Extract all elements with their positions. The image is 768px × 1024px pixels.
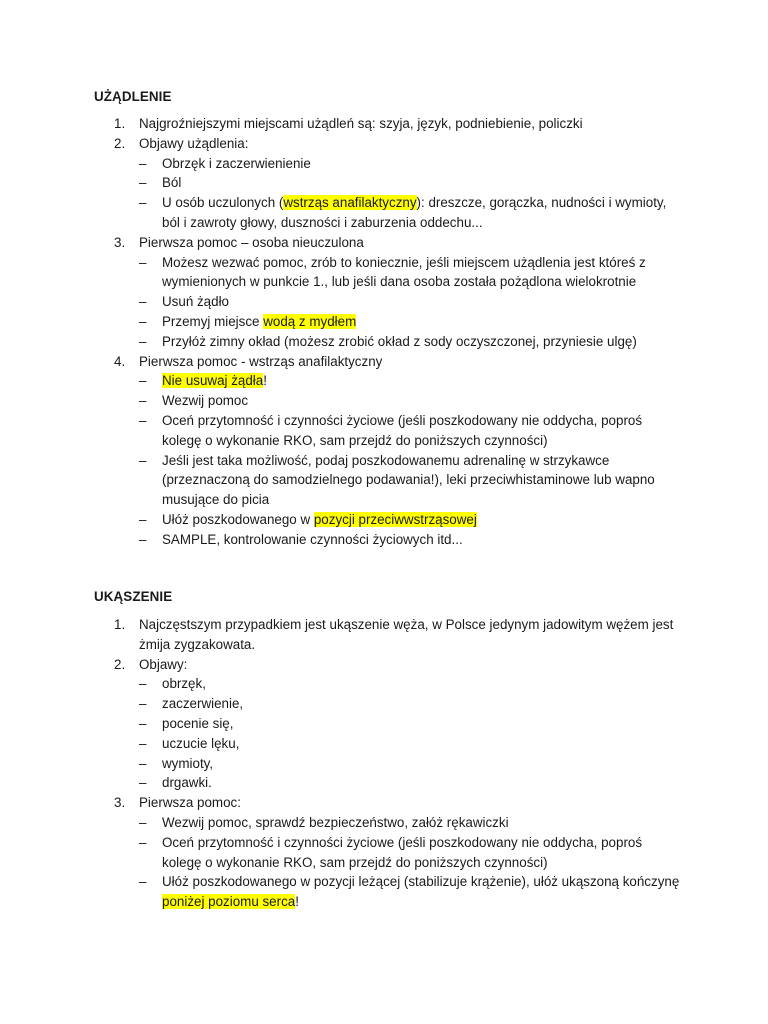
dash-bullet: –	[139, 755, 147, 771]
highlighted-text: wodą z mydłem	[263, 313, 357, 329]
numbered-item	[94, 134, 684, 233]
list-item	[139, 193, 684, 233]
item-number: 3.	[114, 795, 126, 811]
highlighted-text: Nie usuwaj żądła	[162, 373, 264, 389]
section-heading: UKĄSZENIE	[94, 589, 173, 604]
sub-item-text: !	[295, 894, 299, 910]
dash-bullet: –	[139, 735, 147, 751]
sub-item-text: pocenie się,	[162, 715, 234, 731]
item-text: Pierwsza pomoc – osoba nieuczulona	[139, 234, 364, 250]
sub-item-text: Wezwij pomoc	[162, 393, 249, 409]
sub-item-text: !	[263, 373, 267, 389]
item-number: 2.	[114, 656, 126, 672]
sub-item-text: Ułóż poszkodowanego w	[162, 511, 314, 527]
list-item	[139, 411, 684, 451]
list-item	[139, 714, 684, 734]
sub-list	[139, 154, 684, 233]
dash-bullet: –	[139, 511, 147, 527]
highlighted-text: poniżej poziomu serca	[162, 894, 296, 910]
sub-item-text: Ból	[162, 175, 182, 191]
item-text: Najgroźniejszymi miejscami użądleń są: szyja, język, podniebienie, policzki	[139, 116, 583, 131]
sub-item-text: wymioty,	[162, 755, 214, 771]
item-number: 4.	[114, 353, 126, 369]
dash-bullet: –	[139, 333, 147, 349]
dash-bullet: –	[139, 834, 147, 850]
item-number: 3.	[114, 234, 126, 250]
dash-bullet: –	[139, 294, 147, 310]
list-item	[139, 371, 684, 391]
sub-list	[139, 253, 684, 352]
sub-list	[139, 813, 684, 912]
sub-item-text: drgawki.	[162, 775, 212, 791]
sub-item-text: Przyłóż zimny okład (możesz zrobić okład z sody oczyszczonej, przyniesie ulgę)	[162, 333, 637, 349]
dash-bullet: –	[139, 254, 147, 270]
list-item	[139, 773, 684, 793]
sub-item-text: Ułóż poszkodowanego w pozycji leżącej (stabilizuje krążenie), ułóż ukąszoną kończynę	[162, 874, 680, 890]
numbered-item	[94, 655, 684, 794]
dash-bullet: –	[139, 874, 147, 890]
sub-item-text: zaczerwienie,	[162, 696, 244, 712]
item-text: Pierwsza pomoc - wstrząs anafilaktyczny	[139, 353, 383, 369]
list-item	[139, 813, 684, 833]
numbered-item	[94, 114, 684, 134]
list-item	[139, 173, 684, 193]
list-item	[139, 391, 684, 411]
highlighted-text: pozycji przeciwwstrząsowej	[313, 511, 477, 527]
sub-list	[139, 674, 684, 793]
dash-bullet: –	[139, 452, 147, 468]
dash-bullet: –	[139, 814, 147, 830]
section-bites	[94, 587, 684, 912]
numbered-item	[94, 233, 684, 352]
sub-item-text: U osób uczulonych (	[162, 195, 284, 211]
dash-bullet: –	[139, 393, 147, 409]
numbered-item	[94, 352, 684, 550]
list-item	[139, 754, 684, 774]
sub-item-text: SAMPLE, kontrolowanie czynności życiowych itd...	[162, 531, 463, 547]
sub-item-text: ): dreszcze, gorączka, nudności i wymioty, ból i zawroty głowy, duszności i zaburzenia oddechu...	[162, 195, 667, 230]
list-item	[139, 451, 684, 510]
numbered-item	[94, 615, 684, 655]
dash-bullet: –	[139, 715, 147, 731]
list-item	[139, 312, 684, 332]
sub-item-text: Jeśli jest taka możliwość, podaj poszkodowanemu adrenalinę w strzykawce (przeznaczoną do samodzielnego podawania!), leki przeciwhistaminowe lub wapno musujące do picia	[162, 452, 655, 508]
item-number: 1.	[114, 617, 126, 632]
sub-item-text: Usuń żądło	[162, 294, 229, 310]
highlighted-text: wstrząs anafilaktyczny	[283, 195, 417, 211]
list-item	[139, 694, 684, 714]
section-stings	[94, 87, 684, 550]
list-item	[139, 674, 684, 694]
list-item	[139, 510, 684, 530]
dash-bullet: –	[139, 775, 147, 791]
item-number: 2.	[114, 135, 126, 151]
sub-item-text: Wezwij pomoc, sprawdź bezpieczeństwo, załóż rękawiczki	[162, 814, 509, 830]
dash-bullet: –	[139, 175, 147, 191]
sub-item-text: uczucie lęku,	[162, 735, 240, 751]
item-text: Objawy użądlenia:	[139, 135, 249, 151]
sub-item-text: Możesz wezwać pomoc, zrób to koniecznie, jeśli miejscem użądlenia jest któreś z wymienionych w punkcie 1., lub jeśli dana osoba została pożądlona wielokrotnie	[162, 254, 646, 290]
dash-bullet: –	[139, 155, 147, 171]
list-item	[139, 332, 684, 352]
item-text: Objawy:	[139, 656, 188, 672]
dash-bullet: –	[139, 412, 147, 428]
dash-bullet: –	[139, 373, 147, 389]
dash-bullet: –	[139, 696, 147, 712]
dash-bullet: –	[139, 676, 147, 692]
sub-item-text: Oceń przytomność i czynności życiowe (jeśli poszkodowany nie oddycha, poproś kolegę o wykonanie RKO, sam przejdź do poniższych czynności)	[162, 834, 643, 870]
item-text: Pierwsza pomoc:	[139, 795, 241, 811]
sub-item-text: Oceń przytomność i czynności życiowe (jeśli poszkodowany nie oddycha, poproś kolegę o wykonanie RKO, sam przejdź do poniższych czynności)	[162, 412, 643, 448]
dash-bullet: –	[139, 313, 147, 329]
list-item	[139, 530, 684, 550]
list-item	[139, 734, 684, 754]
sub-item-text: obrzęk,	[162, 676, 206, 692]
sub-item-text: Przemyj miejsce	[162, 313, 264, 329]
item-text: Najczęstszym przypadkiem jest ukąszenie węża, w Polsce jedynym jadowitym wężem jest żmija zygzakowata.	[139, 617, 674, 652]
sub-item-text: Obrzęk i zaczerwienienie	[162, 155, 311, 171]
section-heading: UŻĄDLENIE	[94, 89, 172, 104]
list-item	[139, 292, 684, 312]
numbered-item	[94, 793, 684, 912]
dash-bullet: –	[139, 195, 147, 211]
list-item	[139, 154, 684, 174]
dash-bullet: –	[139, 531, 147, 547]
item-number: 1.	[114, 116, 126, 131]
list-item	[139, 253, 684, 293]
list-item	[139, 872, 684, 912]
list-item	[139, 833, 684, 873]
sub-list	[139, 371, 684, 549]
